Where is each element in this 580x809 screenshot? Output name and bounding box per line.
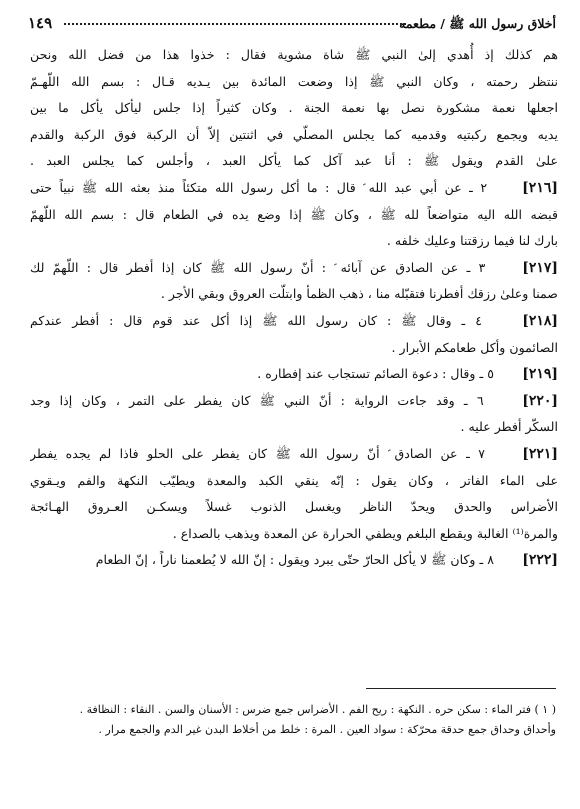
header-dotted-leader [64,23,406,25]
line-text: السكّر أفطر عليه . [460,419,558,435]
footnote-line: وأحداق وحداق جمع حدقة محرّكة : سواد العين . المرة : خلط من أخلاط البدن غير الدم والجمع مرار . [98,723,556,736]
hadith-entry [30,441,558,547]
line-text: ٤ ـ وقال ﷺ : كان رسول الله ﷺ إذا أكل عند قوم قال : أفطر عندكم [30,312,482,328]
text-line [30,521,558,548]
hadith-number: [٢٢١] [522,445,558,462]
line-text: ٥ ـ وقال : دعوة الصائم تستجاب عند إفطاره . [257,366,494,382]
text-line [30,42,558,69]
line-text: على الماء الفاتر ، وكان يقول : إنّه ينقي الكبد والمعدة ويطيّب النكهة والفم ويـقوي [30,472,558,488]
main-text [30,42,558,574]
line-text: ننتظر رحمته ، وكان النبي ﷺ إذا وضعت المائدة بين يـديه قـال : بسم الله اللّهـمّ [30,73,558,89]
text-line [30,361,558,388]
text-line [30,148,558,175]
footnote-separator [366,688,556,689]
text-line [30,255,558,282]
hadith-entry [30,255,558,308]
hadith-entry [30,388,558,441]
text-line [30,335,558,362]
text-line [30,228,558,255]
text-line [30,388,558,415]
text-line [30,494,558,521]
line-text: صمنا وعلىٰ رزقك أفطرنا فتقبّله منا ، ذهب الظمأ وابتلّت العروق وبقي الأجر . [160,286,558,302]
line-text: ٦ ـ وقد جاءت الرواية : أنّ النبي ﷺ كان يفطر على التمر ، وكان إذا وجد [30,392,484,408]
text-line [30,547,558,574]
text-line [30,414,558,441]
line-text: بارك لنا فيما رزقتنا وعليك خلفه . [386,233,558,249]
text-line [30,122,558,149]
text-line [30,95,558,122]
running-title: أخلاق رسول الله ﷺ / مطعمه [399,16,556,31]
text-line [30,441,558,468]
text-line [30,175,558,202]
page-number: ١٤٩ [28,14,53,32]
text-line [30,308,558,335]
line-text: اجعلها نعمة مشكورة نصل بها نعمة الجنة . وكان كثيراً إذا جلس ليأكل يأكل ما بين [30,100,558,116]
hadith-entry [30,361,558,388]
paragraph [30,42,558,175]
line-text: الصائمون وأكل طعامكم الأبرار . [391,339,558,355]
line-text: ٣ ـ عن الصادق عن آبائه ؑ : أنّ رسول الله ﷺ كان إذا أفطر قال : اللّهمّ لك [30,259,486,275]
line-text: هم كذلك إذ أُهدي إلىٰ النبي ﷺ شاة مشوية فقال : خذوا هذا من فضل الله ونحن [30,47,558,62]
line-text: ٧ ـ عن الصادق ؑ أنّ رسول الله ﷺ كان يفطر على الحلو فاذا لم يجده يفطر [30,445,486,461]
footnotes [28,700,556,740]
hadith-number: [٢٢٢] [522,552,558,569]
hadith-number: [٢١٨] [522,312,558,329]
line-text: ٨ ـ وكان ﷺ لا يأكل الحارّ حتّى يبرد ويقول : إنّ الله لا يُطعمنا ناراً ، إنّ الطعام [95,552,494,568]
hadith-entry [30,547,558,574]
hadith-entry [30,175,558,255]
hadith-number: [٢١٦] [522,179,558,196]
line-text: الأضراس والحدق ويحدّ الناظر ويغسل الذنوب غسلاً ويسكـن العـروق الهـائجة [30,499,558,515]
line-text: والمرة⁽¹⁾ الغالبة ويقطع البلغم ويطفي الحرارة عن المعدة ويذهب بالصداع . [172,525,558,541]
text-line [30,468,558,495]
hadith-number: [٢١٩] [522,366,558,383]
line-text: قبضه الله اليه متواضعاً لله ﷺ ، وكان ﷺ إذا وضع يده في الطعام قال : بسم الله اللّهمّ [30,206,558,222]
hadith-number: [٢٢٠] [522,392,558,409]
text-line [30,202,558,229]
text-line [30,281,558,308]
hadith-number: [٢١٧] [522,259,558,276]
footnote-line: ( ١ ) فتر الماء : سكن حره . النكهة : ريح الفم . الأضراس جمع ضرس : الأسنان والسن . النقاء : النظافة . [79,703,556,716]
text-line [30,69,558,96]
hadith-entry [30,308,558,361]
page-header [28,14,556,36]
line-text: علىٰ القدم ويقول ﷺ : أنا عبد آكل كما يأكل العبد ، وأجلس كما يجلس العبد . [30,153,558,169]
line-text: يديه ويجمع ركبتيه وقدميه كما يجلس المصلّي في اثنتين إلاّ أن الركبة فوق الركبة والقدم [30,126,558,142]
line-text: ٢ ـ عن أبي عبد الله ؑ قال : ما أكل رسول الله متكئاً منذ بعثه الله ﷺ نبياً حتى [30,179,488,195]
